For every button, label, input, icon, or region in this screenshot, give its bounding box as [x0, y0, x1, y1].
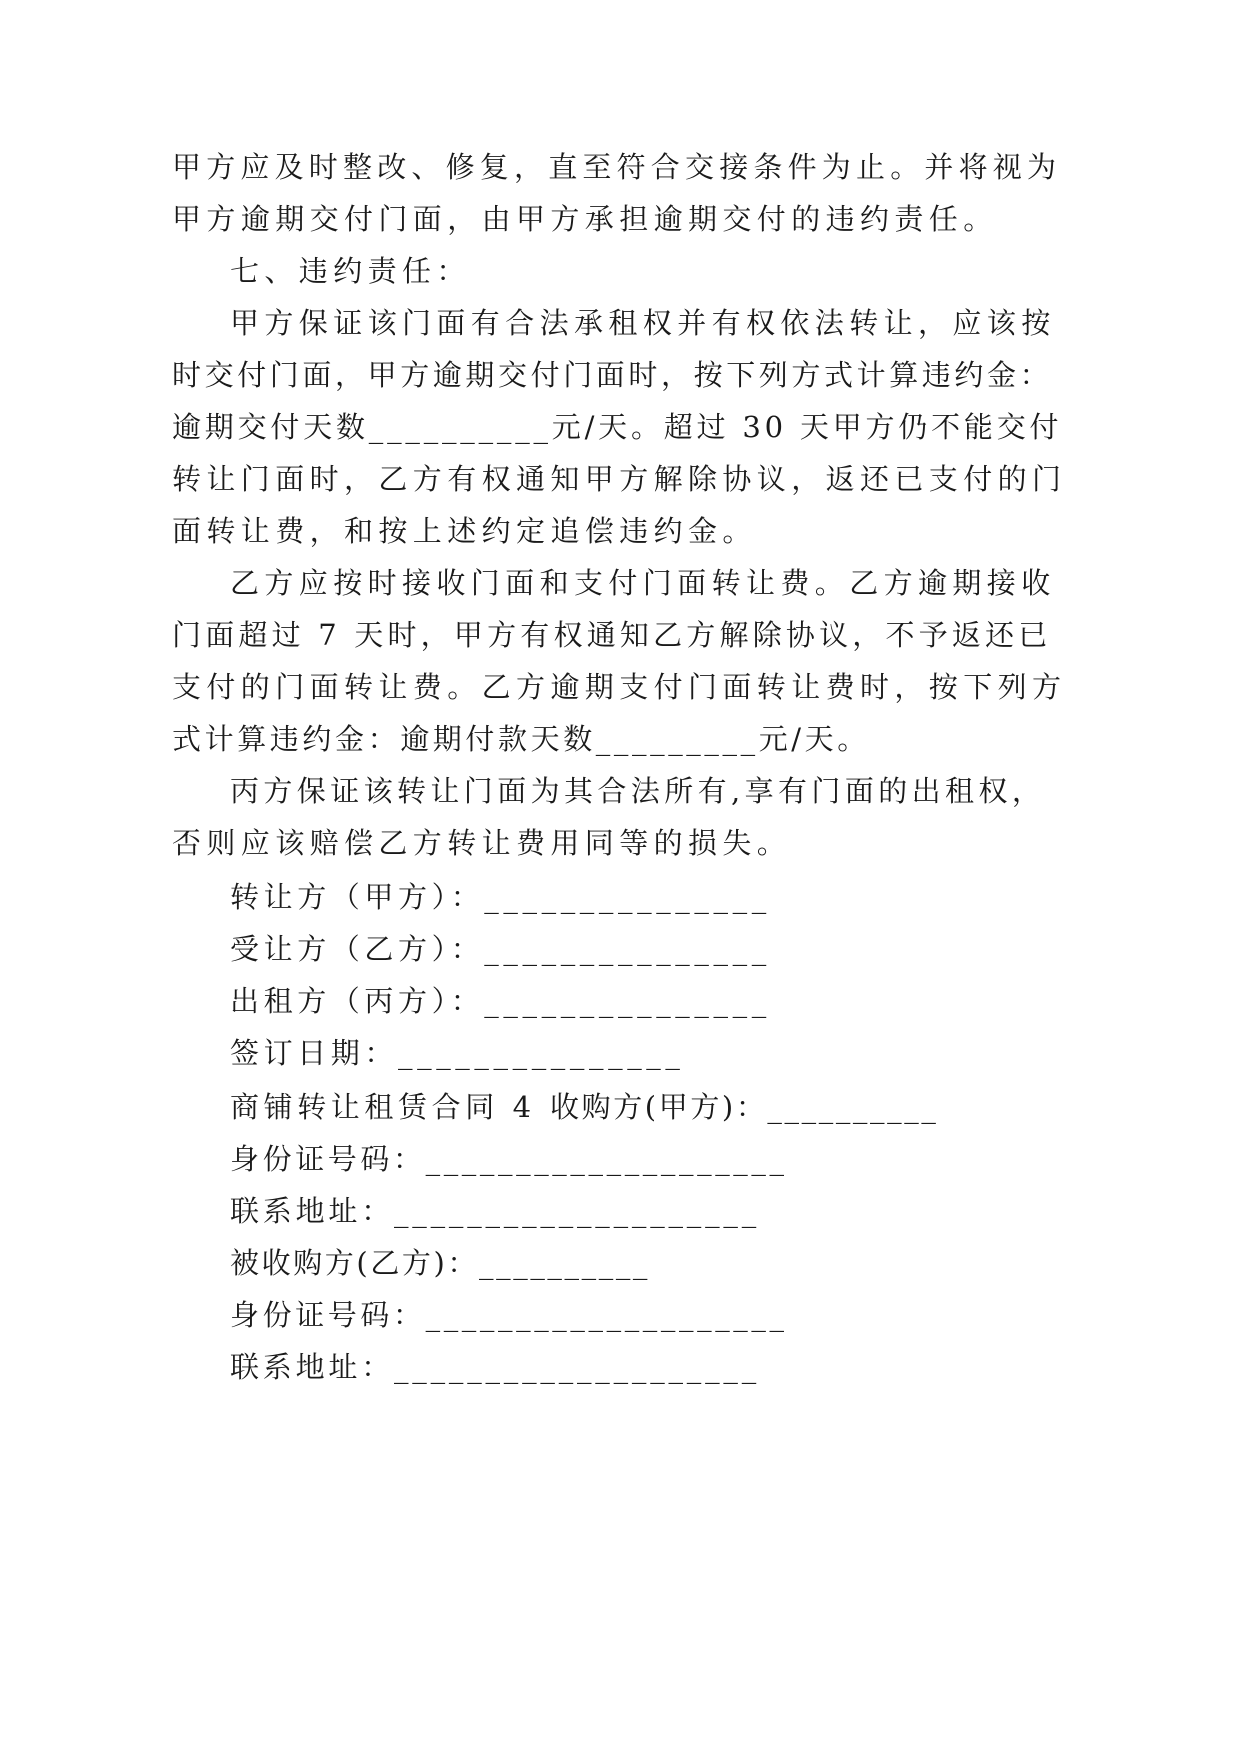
buyer-address-field: 联系地址：____________________	[230, 1194, 760, 1228]
paragraph-line: 式计算违约金：逾期付款天数_________元/天。	[172, 722, 870, 756]
paragraph-line: 丙方保证该转让门面为其合法所有,享有门面的出租权，	[230, 774, 1046, 808]
paragraph-line: 支付的门面转让费。乙方逾期支付门面转让费时，按下列方	[172, 670, 1067, 704]
paragraph-line: 时交付门面，甲方逾期交付门面时，按下列方式计算违约金：	[172, 358, 1053, 392]
signature-field-date: 签订日期：_______________	[230, 1036, 685, 1070]
buyer-field: 收购方(甲方)：__________	[550, 1090, 939, 1124]
paragraph-line: 逾期交付天数__________元/天。超过 30 天甲方仍不能交付	[172, 410, 1063, 444]
paragraph-line: 甲方应及时整改、修复，直至符合交接条件为止。并将视为	[172, 150, 1062, 184]
contract-title: 商铺转让租赁合同 4	[230, 1090, 536, 1124]
seller-id-field: 身份证号码：____________________	[230, 1298, 788, 1332]
paragraph-line: 面转让费，和按上述约定追偿违约金。	[172, 514, 757, 548]
signature-field-transferor: 转让方（甲方）：_______________	[230, 880, 771, 914]
seller-field: 被收购方(乙方)：__________	[230, 1246, 651, 1280]
paragraph-line: 甲方逾期交付门面，由甲方承担逾期交付的违约责任。	[172, 202, 998, 236]
signature-field-lessor: 出租方（丙方）：_______________	[230, 984, 771, 1018]
paragraph-line: 乙方应按时接收门面和支付门面转让费。乙方逾期接收	[230, 566, 1056, 600]
signature-field-transferee: 受让方（乙方）：_______________	[230, 932, 771, 966]
paragraph-line: 否则应该赔偿乙方转让费用同等的损失。	[172, 826, 792, 860]
seller-address-field: 联系地址：____________________	[230, 1350, 760, 1384]
buyer-id-field: 身份证号码：____________________	[230, 1142, 788, 1176]
paragraph-line: 转让门面时，乙方有权通知甲方解除协议，返还已支付的门	[172, 462, 1067, 496]
section-heading: 七、违约责任：	[230, 254, 471, 288]
paragraph-line: 甲方保证该门面有合法承租权并有权依法转让，应该按	[230, 306, 1056, 340]
paragraph-line: 门面超过 7 天时，甲方有权通知乙方解除协议，不予返还已	[172, 618, 1052, 652]
